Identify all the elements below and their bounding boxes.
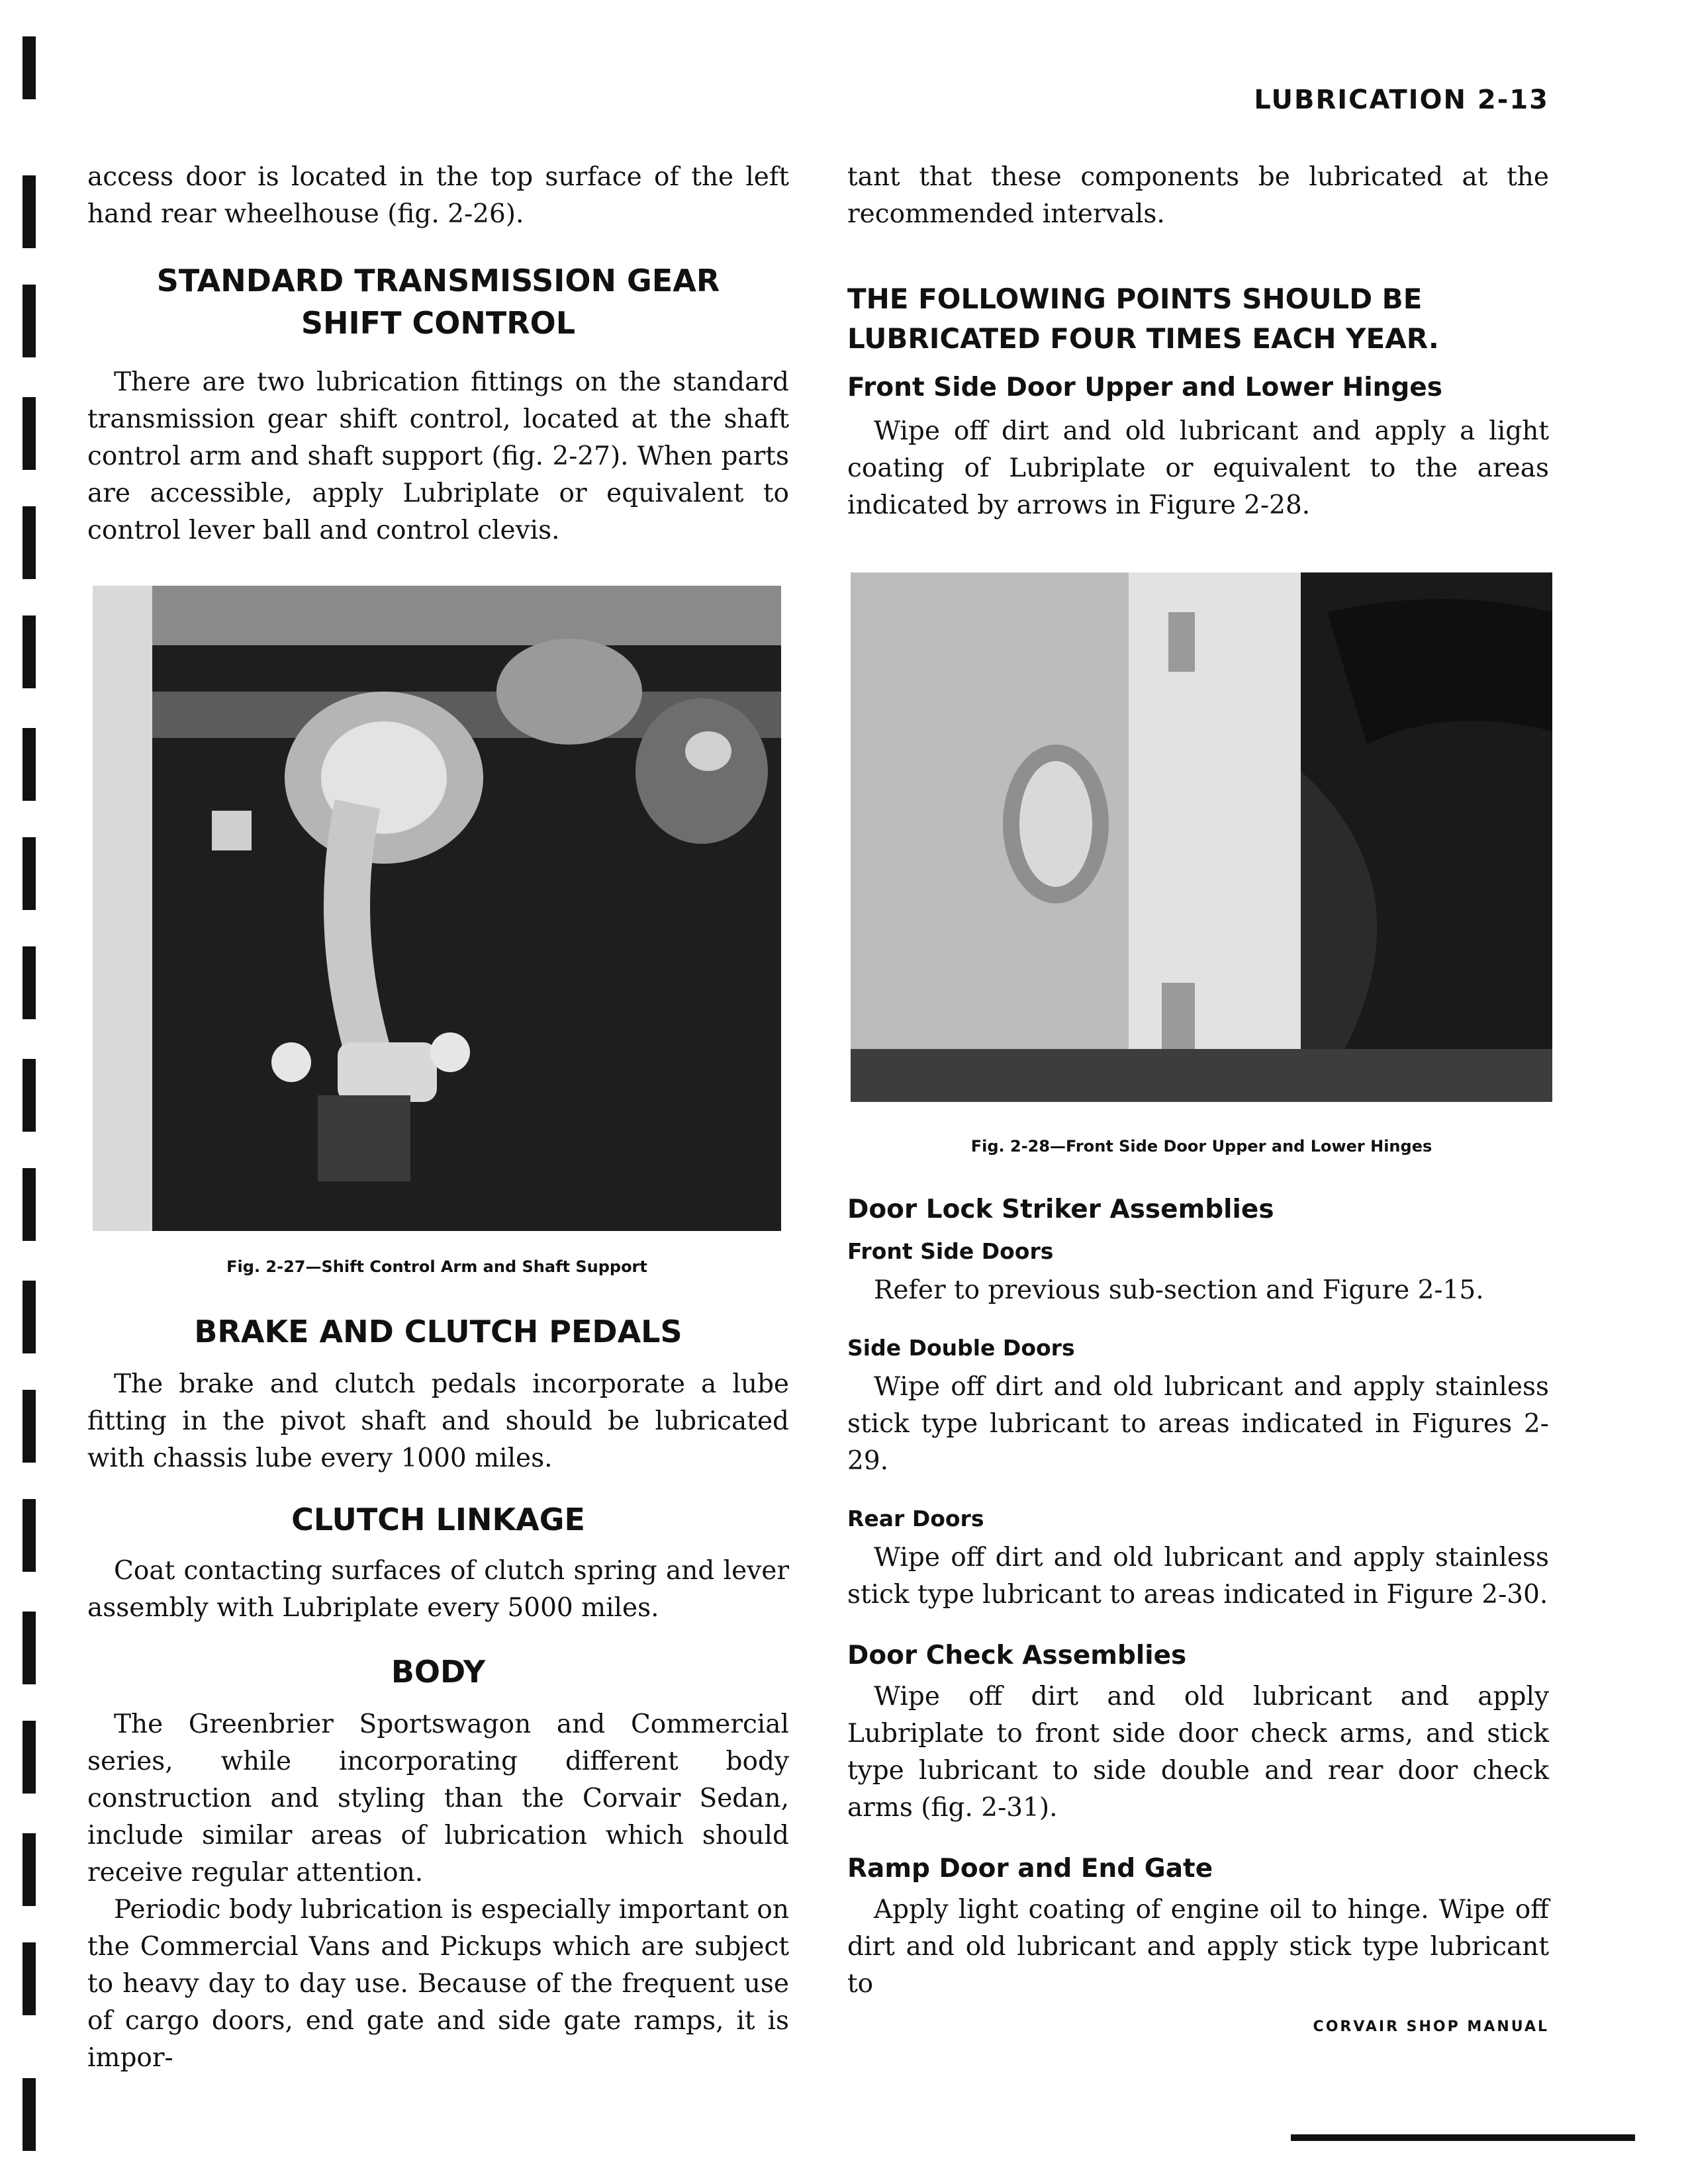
figure-2-28-caption: Fig. 2-28—Front Side Door Upper and Lower Hinges [970,1137,1432,1156]
footer-rule [1291,2134,1635,2141]
binding-mark [23,285,36,357]
section-heading: CLUTCH LINKAGE [291,1502,585,1537]
figure-2-28-photo [851,572,1552,1102]
paragraph: Apply light coating of engine oil to hinge. Wipe off dirt and old lubricant and apply stick type lubricant to [847,1895,1549,1999]
binding-mark [23,1059,36,1132]
door-hinge-illustration [851,572,1552,1102]
subsection-heading: Door Check Assemblies [847,1641,1187,1670]
binding-mark [23,728,36,801]
paragraph: tant that these components be lubricated at the recommended intervals. [847,162,1549,229]
subsection-heading: Ramp Door and End Gate [847,1854,1213,1884]
paragraph: Wipe off dirt and old lubricant and apply Lubriplate to front side door check arms, and stick type lubricant to side double and rear door check arms (fig. 2-31). [847,1682,1549,1823]
shift-control-illustration [93,586,781,1231]
figure-2-27-photo [93,586,781,1231]
binding-mark [23,1721,36,1794]
binding-mark [23,397,36,470]
page-header: LUBRICATION 2-13 [1254,85,1549,115]
paragraph: The brake and clutch pedals incorporate a lube fitting in the pivot shaft and should be lubricated with chassis lube every 1000 miles. [87,1369,789,1473]
paragraph: The Greenbrier Sportswagon and Commercial series, while incorporating different body construction and styling than the Corvair Sedan, include similar areas of lubrication which should receive regular attention. [87,1709,789,1888]
left-column [87,159,789,549]
binding-mark [23,1168,36,1241]
minor-heading: Rear Doors [847,1506,984,1531]
paragraph: Wipe off dirt and old lubricant and apply a light coating of Lubriplate or equivalent to the areas indicated by arrows in Figure 2-28. [847,416,1549,520]
section-heading: THE FOLLOWING POINTS SHOULD BE LUBRICATED FOUR TIMES EACH YEAR. [847,283,1439,355]
subsection-heading: Front Side Door Upper and Lower Hinges [847,373,1442,402]
section-heading: STANDARD TRANSMISSION GEAR SHIFT CONTROL [156,263,720,341]
paragraph: Wipe off dirt and old lubricant and apply stainless stick type lubricant to areas indicated in Figures 2-29. [847,1372,1549,1476]
binding-mark [23,1281,36,1353]
paragraph: There are two lubrication fittings on the standard transmission gear shift control, located at the shaft control arm and shaft support (fig. 2-27). When parts are accessible, apply Lubriplate or equivalent to control lever ball and control clevis. [87,367,789,545]
subsection-heading: Door Lock Striker Assemblies [847,1195,1274,1224]
minor-heading: Front Side Doors [847,1238,1054,1264]
binding-mark [23,36,36,99]
paragraph: access door is located in the top surface of the left hand rear wheelhouse (fig. 2-26). [87,162,789,229]
page-footer: CORVAIR SHOP MANUAL [1313,2019,1549,2035]
paragraph: Refer to previous sub-section and Figure 2-15. [874,1275,1484,1305]
left-column-lower [87,1310,789,2077]
right-column [847,159,1549,524]
binding-mark [23,175,36,248]
right-column-lower [847,1191,1549,2003]
binding-mark [23,1390,36,1463]
paragraph: Coat contacting surfaces of clutch spring and lever assembly with Lubriplate every 5000 miles. [87,1556,789,1623]
binding-mark [23,615,36,688]
figure-2-27-caption: Fig. 2-27—Shift Control Arm and Shaft Support [226,1257,647,1276]
binding-mark [23,506,36,579]
binding-mark [23,2078,36,2151]
binding-mark [23,1833,36,1906]
section-heading: BRAKE AND CLUTCH PEDALS [194,1314,682,1349]
binding-mark [23,1499,36,1572]
minor-heading: Side Double Doors [847,1335,1075,1361]
binding-mark [23,837,36,910]
binding-mark [23,946,36,1019]
binding-mark [23,1942,36,2015]
binding-mark [23,1612,36,1684]
paragraph: Wipe off dirt and old lubricant and apply stainless stick type lubricant to areas indicated in Figure 2-30. [847,1543,1549,1610]
paragraph: Periodic body lubrication is especially important on the Commercial Vans and Pickups which are subject to heavy day to day use. Because of the frequent use of cargo doors, end gate and side gate ramps, it is impor- [87,1895,789,2073]
section-heading: BODY [391,1654,486,1690]
